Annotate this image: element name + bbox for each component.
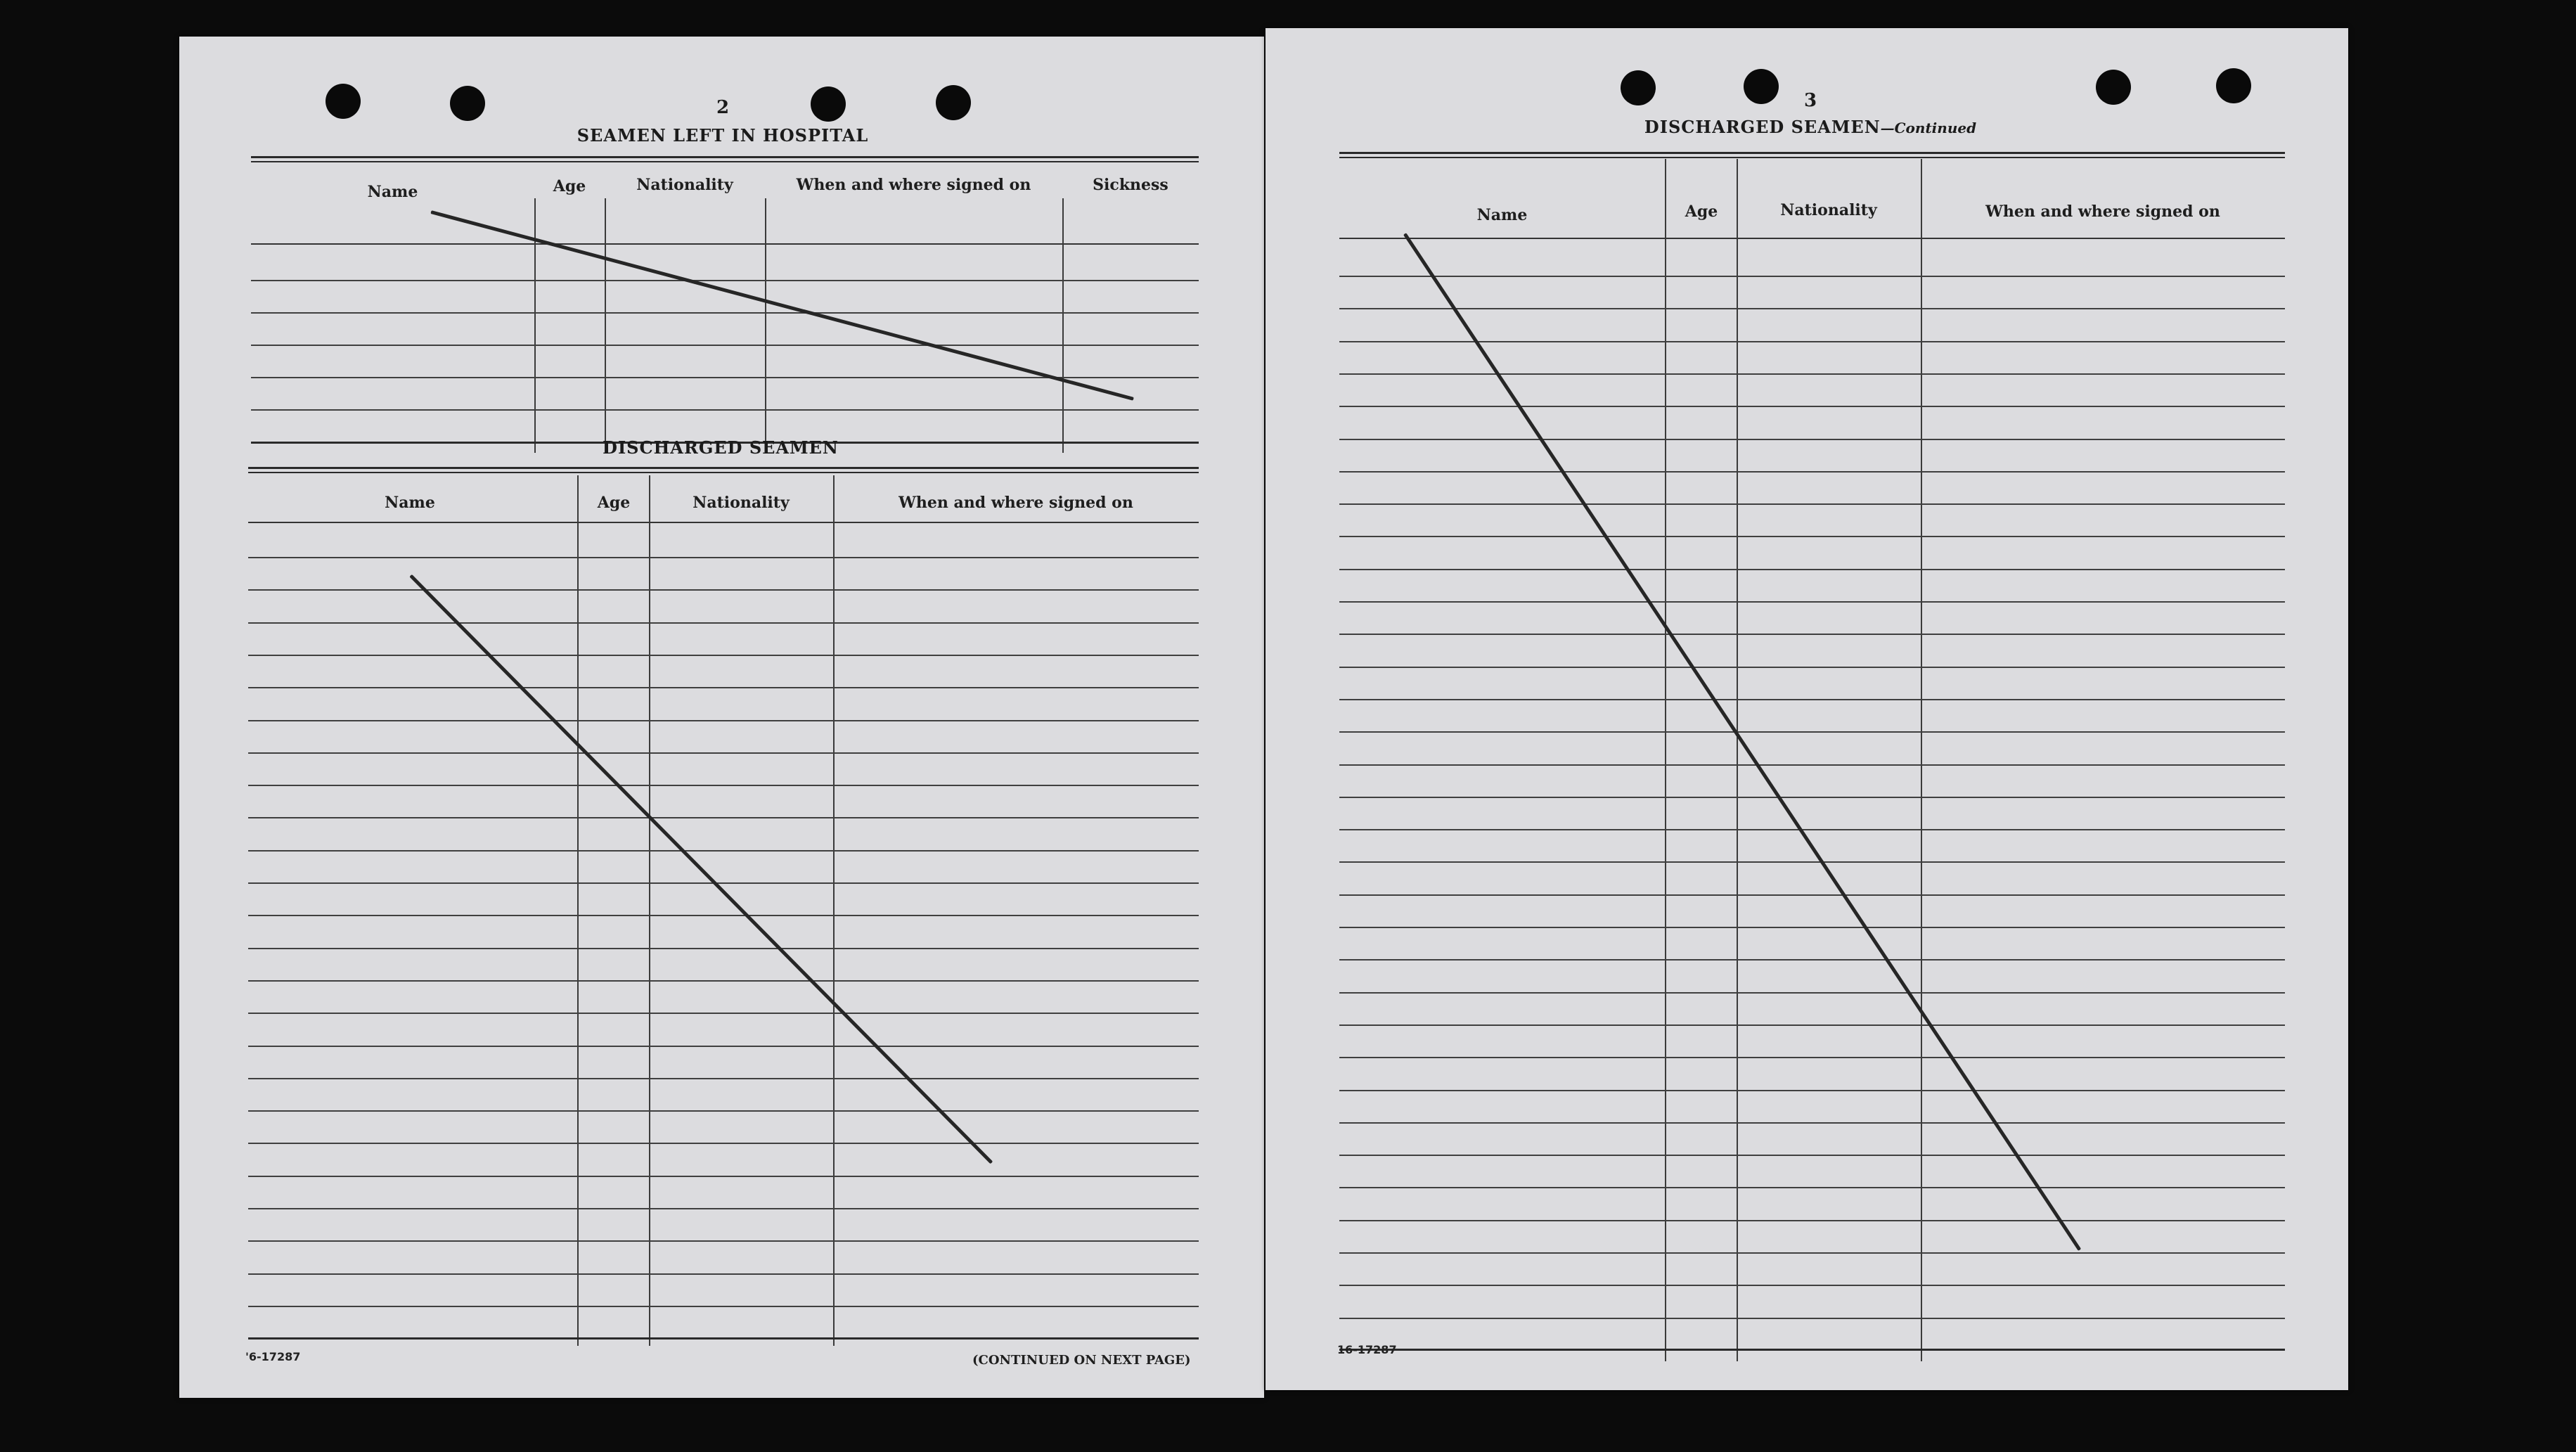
column-header-nationality: Nationality [636,176,733,194]
table-row [1339,959,2285,960]
table-row [1339,894,2285,896]
table-row [1339,1220,2285,1221]
section-title-suffix: —Continued [1880,120,1977,136]
hospital-table [251,156,1199,458]
table-row [248,980,1199,982]
table-row [1339,406,2285,407]
table-row [248,1143,1199,1144]
table-row [1339,1090,2285,1091]
table-row [1339,731,2285,733]
punch-hole [1744,69,1779,104]
form-number: '6-17287 [245,1350,301,1363]
header-divider [248,522,1199,523]
table-row [1339,699,2285,700]
page-number: 2 [716,97,730,118]
hospital-section-title: SEAMEN LEFT IN HOSPITAL [577,125,869,146]
table-bottom-rule [1339,1349,2285,1351]
table-row [1339,439,2285,440]
table-row [248,948,1199,949]
table-row [248,1013,1199,1014]
column-header-name: Name [385,494,435,512]
column-divider [765,198,766,453]
table-row [248,589,1199,591]
column-header-name: Name [367,183,418,201]
discharged-table [248,467,1199,1382]
page-number: 3 [1803,90,1817,111]
left-page [179,37,1264,1398]
table-row [1339,797,2285,798]
form-number: 16-17287 [1337,1343,1397,1356]
table-row [1339,861,2285,863]
table-row [251,409,1199,411]
table-row [1339,308,2285,309]
header-divider [251,243,1199,245]
table-top-rule [248,467,1199,473]
column-header-signed-on: When and where signed on [796,176,1031,194]
table-row [248,1306,1199,1307]
table-row [248,557,1199,558]
table-row [1339,1024,2285,1026]
table-row [248,785,1199,786]
table-row [1339,1155,2285,1156]
table-row [248,622,1199,624]
table-row [248,687,1199,688]
section-title-text: DISCHARGED SEAMEN [1644,117,1881,137]
column-header-age: Age [1685,203,1718,221]
table-row [1339,667,2285,668]
table-row [1339,634,2285,635]
column-divider [1665,159,1666,1361]
table-row [251,280,1199,281]
header-divider [1339,238,2285,239]
column-divider [605,198,606,453]
column-divider [534,198,536,453]
punch-hole [1621,70,1656,105]
table-row [248,1078,1199,1079]
punch-hole [326,84,361,119]
table-row [248,752,1199,754]
table-row [1339,373,2285,375]
table-row [248,817,1199,818]
table-row [248,720,1199,721]
table-row [1339,1057,2285,1058]
column-header-signed-on: When and where signed on [899,494,1133,512]
column-header-age: Age [553,177,586,195]
table-row [248,1208,1199,1209]
table-row [248,915,1199,916]
column-header-nationality: Nationality [1780,201,1877,219]
table-row [251,312,1199,314]
table-row [1339,1187,2285,1188]
table-row [1339,503,2285,505]
column-divider [577,475,579,1346]
table-row [1339,927,2285,928]
table-row [248,655,1199,656]
table-row [248,1176,1199,1177]
table-row [1339,276,2285,277]
punch-hole [936,85,971,120]
column-divider [833,475,835,1346]
table-row [1339,1318,2285,1319]
table-row [248,1110,1199,1112]
table-row [1339,341,2285,342]
table-top-rule [1339,152,2285,158]
table-row [1339,829,2285,830]
table-row [1339,471,2285,473]
table-row [1339,601,2285,603]
table-row [251,345,1199,346]
discharged-continued-table [1339,152,2285,1375]
column-divider [1921,159,1922,1361]
column-header-nationality: Nationality [693,494,790,512]
right-page [1266,28,2348,1390]
table-row [248,1273,1199,1275]
discharged-continued-title [1644,117,1976,137]
continued-note: (CONTINUED ON NEXT PAGE) [972,1353,1191,1368]
table-row [248,850,1199,852]
table-row [248,1240,1199,1242]
punch-hole [450,86,485,121]
table-row [1339,1122,2285,1124]
column-divider [1062,198,1064,453]
table-row [1339,992,2285,994]
table-row [248,1046,1199,1047]
column-divider [649,475,650,1346]
table-row [1339,764,2285,766]
table-row [1339,1285,2285,1286]
punch-hole [811,86,846,122]
column-header-signed-on: When and where signed on [1985,203,2220,221]
discharged-section-title: DISCHARGED SEAMEN [603,437,839,458]
table-row [1339,1252,2285,1254]
punch-hole [2096,70,2131,105]
table-row [248,882,1199,884]
table-top-rule [251,156,1199,162]
table-row [1339,536,2285,537]
column-header-sickness: Sickness [1093,176,1168,194]
column-header-age: Age [597,494,631,512]
column-divider [1737,159,1738,1361]
table-row [1339,569,2285,570]
column-header-name: Name [1476,206,1528,224]
punch-hole [2216,68,2251,103]
table-bottom-rule [248,1337,1199,1339]
